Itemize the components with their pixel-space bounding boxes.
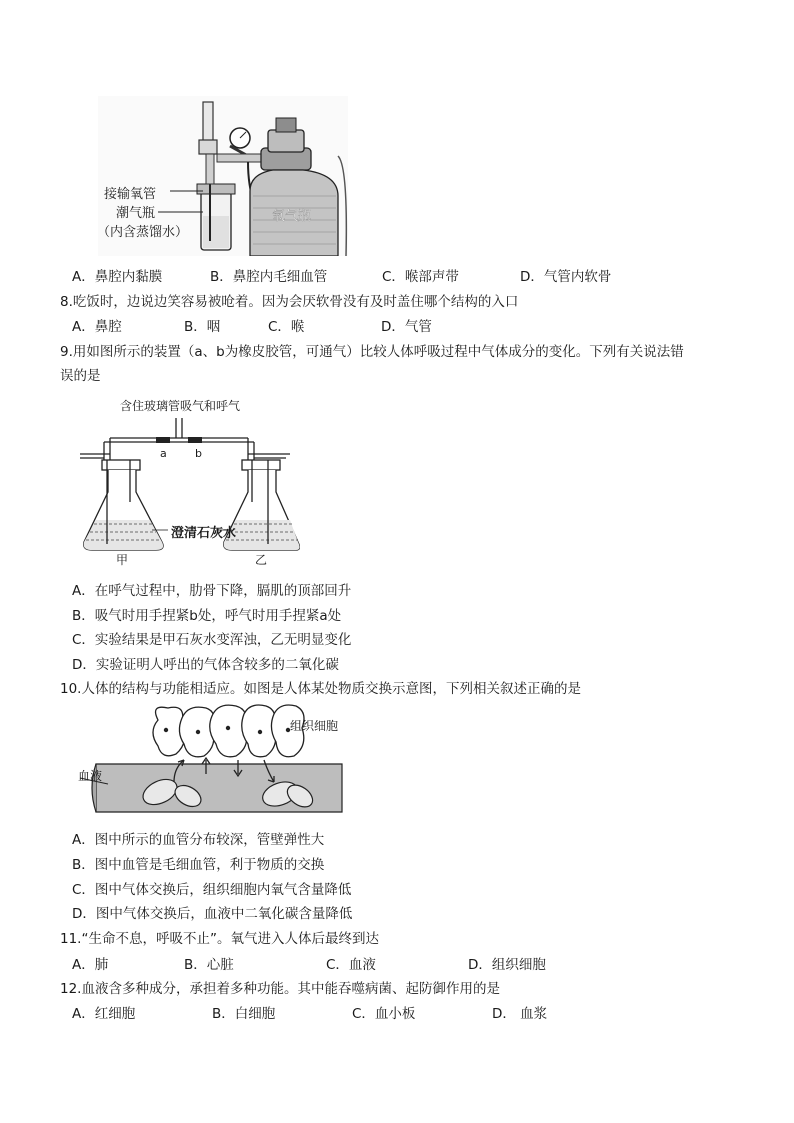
q8-option-b: B．咽 <box>184 319 221 335</box>
label-humidifier-note: （内含蒸馏水） <box>97 225 189 240</box>
q10-option-a: A．图中所示的血管分布较深，管壁弹性大 <box>72 832 325 848</box>
q12-stem: 12.血液含多种成分，承担着多种功能。其中能吞噬病菌、起防御作用的是 <box>60 981 500 997</box>
q8-option-d: D．气管 <box>381 319 432 335</box>
label-humidifier-bottle: 潮气瓶 <box>116 206 156 221</box>
q12-option-b: B．白细胞 <box>212 1006 276 1022</box>
tissue-cells-label: 组织细胞 <box>290 719 339 733</box>
q11-option-b: B．心脏 <box>184 957 234 973</box>
limewater-label: 澄清石灰水 <box>171 526 237 541</box>
q12-option-a: A．红细胞 <box>72 1006 136 1022</box>
q10-option-b: B．图中血管是毛细血管，利于物质的交换 <box>72 857 325 873</box>
blood-label: 血液 <box>78 769 103 783</box>
q9-option-a: A．在呼气过程中，肋骨下降，膈肌的顶部回升 <box>72 583 352 599</box>
q11-option-d: D．组织细胞 <box>468 957 546 973</box>
flask-left-label: 甲 <box>116 553 129 567</box>
flask-figure-top-label: 含住玻璃管吸气和呼气 <box>120 399 241 413</box>
q7-option-b: B．鼻腔内毛细血管 <box>210 269 328 285</box>
q8-option-c: C．喉 <box>268 319 305 335</box>
q9-option-d: D．实验证明人呼出的气体含较多的二氧化碳 <box>72 657 339 673</box>
q12-option-c: C．血小板 <box>352 1006 416 1022</box>
q12-option-d: D． 血浆 <box>492 1006 548 1022</box>
q10-option-c: C．图中气体交换后，组织细胞内氧气含量降低 <box>72 882 352 898</box>
flask-right-label: 乙 <box>255 553 268 567</box>
q10-option-d: D．图中气体交换后，血液中二氧化碳含量降低 <box>72 906 353 922</box>
q8-stem: 8.吃饭时，边说边笑容易被呛着。因为会厌软骨没有及时盖住哪个结构的入口 <box>60 294 519 310</box>
q8-option-a: A．鼻腔 <box>72 319 122 335</box>
q9-stem-line1: 9.用如图所示的装置（a、b为橡皮胶管，可通气）比较人体呼吸过程中气体成分的变化。下列有关说法错 <box>60 344 684 360</box>
q11-stem: 11.“生命不息，呼吸不止”。氧气进入人体后最终到达 <box>60 931 379 947</box>
q11-option-a: A．肺 <box>72 957 109 973</box>
cylinder-text: 氧气瓶 <box>272 209 312 224</box>
q9-option-c: C．实验结果是甲石灰水变浑浊，乙无明显变化 <box>72 632 352 648</box>
tube-label-b: b <box>195 447 202 460</box>
q9-stem-line2: 误的是 <box>60 368 101 384</box>
q10-stem: 10.人体的结构与功能相适应。如图是人体某处物质交换示意图，下列相关叙述正确的是 <box>60 681 581 697</box>
label-oxygen-tube: 接输氧管 <box>104 187 157 202</box>
q9-option-b: B．吸气时用手捏紧b处，呼气时用手捏紧a处 <box>72 608 342 624</box>
q11-option-c: C．血液 <box>326 957 376 973</box>
q7-option-d: D．气管内软骨 <box>520 269 612 285</box>
tube-label-a: a <box>160 447 167 460</box>
q7-option-c: C．喉部声带 <box>382 269 459 285</box>
breathing-flask-figure <box>80 392 300 568</box>
q7-option-a: A．鼻腔内黏膜 <box>72 269 163 285</box>
